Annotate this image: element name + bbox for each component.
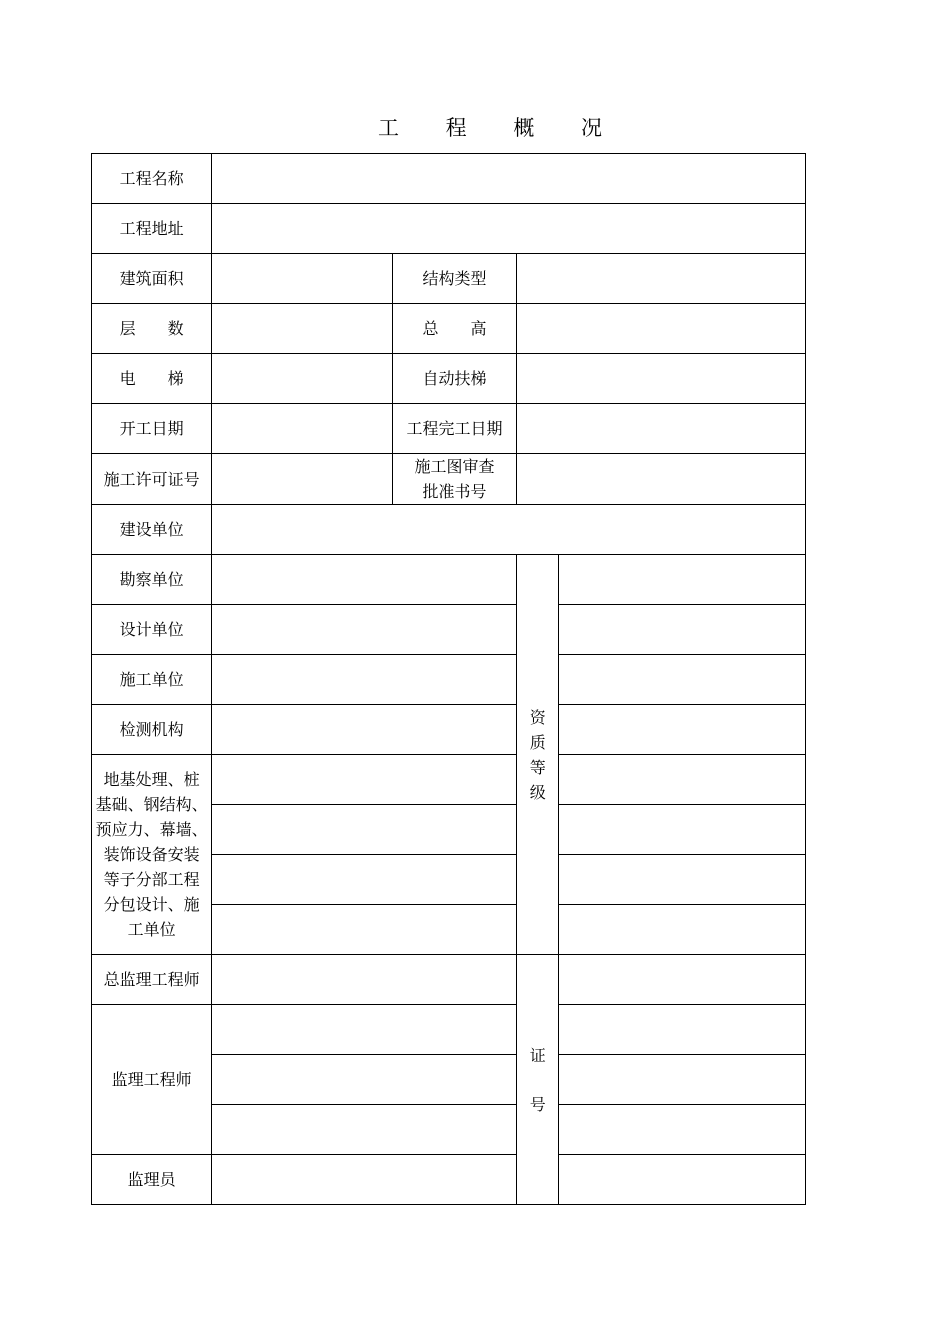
field-survey-unit[interactable] <box>212 555 517 605</box>
field-chief-supervisor-cert[interactable] <box>559 955 806 1005</box>
field-project-name[interactable] <box>212 154 806 204</box>
field-drawing-review[interactable] <box>517 454 806 505</box>
label-supervisor: 监理员 <box>92 1155 212 1205</box>
field-subcontract-qualification-2[interactable] <box>559 805 806 855</box>
qualification-level-label: 资 质 等 级 <box>517 555 559 955</box>
field-subcontract-2[interactable] <box>212 805 517 855</box>
label-design-unit: 设计单位 <box>92 605 212 655</box>
label-builder-unit: 施工单位 <box>92 655 212 705</box>
page-title: 工 程 概 况 <box>377 116 623 140</box>
label-subcontract-units: 地基处理、桩 基础、钢结构、 预应力、幕墙、 装饰设备安装 等子分部工程 分包设计、施 工单位 <box>92 755 212 955</box>
label-testing-agency: 检测机构 <box>92 705 212 755</box>
label-total-height: 总 高 <box>392 304 516 354</box>
field-design-unit[interactable] <box>212 605 517 655</box>
label-supervisor-engineer: 监理工程师 <box>92 1005 212 1155</box>
label-structure-type: 结构类型 <box>392 254 516 304</box>
label-start-date: 开工日期 <box>92 404 212 454</box>
label-chief-supervisor: 总监理工程师 <box>92 955 212 1005</box>
field-construction-unit[interactable] <box>212 505 806 555</box>
field-elevator[interactable] <box>212 354 393 404</box>
field-total-height[interactable] <box>517 304 806 354</box>
label-survey-unit: 勘察单位 <box>92 555 212 605</box>
label-permit-no: 施工许可证号 <box>92 454 212 505</box>
field-subcontract-1[interactable] <box>212 755 517 805</box>
label-elevator: 电 梯 <box>92 354 212 404</box>
field-escalator[interactable] <box>517 354 806 404</box>
certificate-no-label: 证 号 <box>517 955 559 1205</box>
field-permit-no[interactable] <box>212 454 393 505</box>
field-design-qualification[interactable] <box>559 605 806 655</box>
field-project-address[interactable] <box>212 204 806 254</box>
field-start-date[interactable] <box>212 404 393 454</box>
label-building-area: 建筑面积 <box>92 254 212 304</box>
field-builder-qualification[interactable] <box>559 655 806 705</box>
label-project-name: 工程名称 <box>92 154 212 204</box>
field-floors[interactable] <box>212 304 393 354</box>
field-supervisor-engineer-1[interactable] <box>212 1005 517 1055</box>
field-subcontract-3[interactable] <box>212 855 517 905</box>
label-floors: 层 数 <box>92 304 212 354</box>
field-supervisor-engineer-3[interactable] <box>212 1105 517 1155</box>
field-chief-supervisor[interactable] <box>212 955 517 1005</box>
label-construction-unit: 建设单位 <box>92 505 212 555</box>
label-project-address: 工程地址 <box>92 204 212 254</box>
label-completion-date: 工程完工日期 <box>392 404 516 454</box>
field-supervisor-engineer-cert-3[interactable] <box>559 1105 806 1155</box>
field-supervisor-engineer-2[interactable] <box>212 1055 517 1105</box>
field-subcontract-qualification-4[interactable] <box>559 905 806 955</box>
field-supervisor[interactable] <box>212 1155 517 1205</box>
field-supervisor-cert[interactable] <box>559 1155 806 1205</box>
field-subcontract-qualification-3[interactable] <box>559 855 806 905</box>
field-building-area[interactable] <box>212 254 393 304</box>
field-subcontract-qualification-1[interactable] <box>559 755 806 805</box>
project-overview-table <box>91 153 806 1205</box>
field-supervisor-engineer-cert-1[interactable] <box>559 1005 806 1055</box>
field-builder-unit[interactable] <box>212 655 517 705</box>
field-testing-qualification[interactable] <box>559 705 806 755</box>
field-subcontract-4[interactable] <box>212 905 517 955</box>
field-supervisor-engineer-cert-2[interactable] <box>559 1055 806 1105</box>
field-completion-date[interactable] <box>517 404 806 454</box>
label-drawing-review: 施工图审查 批准书号 <box>392 454 516 505</box>
label-escalator: 自动扶梯 <box>392 354 516 404</box>
field-structure-type[interactable] <box>517 254 806 304</box>
field-survey-qualification[interactable] <box>559 555 806 605</box>
field-testing-agency[interactable] <box>212 705 517 755</box>
